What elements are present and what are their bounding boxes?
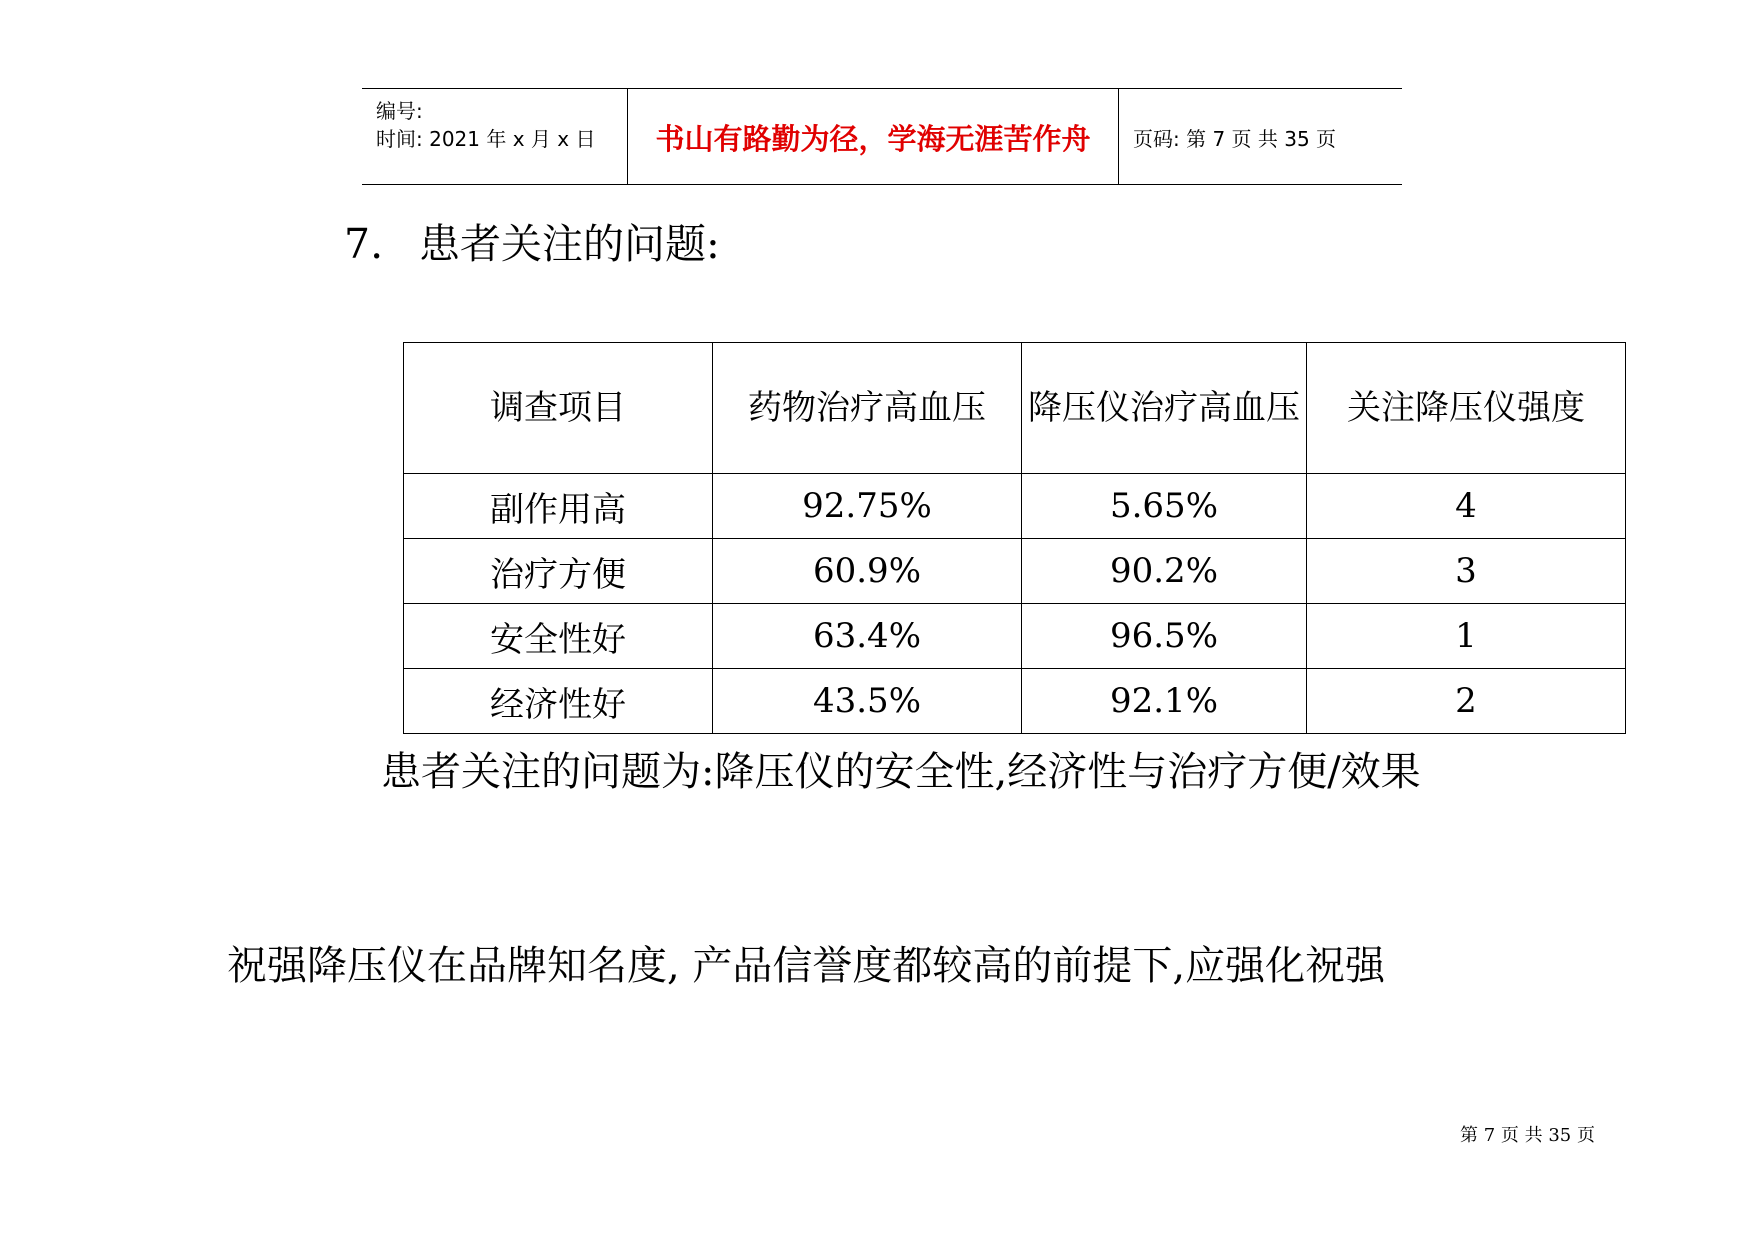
table-header-cell: 关注降压仪强度 [1307,343,1626,474]
table-header-cell: 药物治疗高血压 [713,343,1022,474]
page-footer: 第 7 页 共 35 页 [1460,1125,1595,1146]
table-cell: 副作用高 [404,474,713,539]
table-row [404,539,1626,604]
table-row [404,474,1626,539]
date-label: 时间: 2021 年 x 月 x 日 [376,127,596,151]
motto-text: 书山有路勤为径，学海无涯苦作舟 [655,122,1091,156]
table-cell: 96.5% [1022,604,1307,669]
table-header-cell: 调查项目 [404,343,713,474]
table-header-row [404,343,1626,474]
doc-number-label: 编号: [376,99,423,123]
table-cell: 63.4% [713,604,1022,669]
table-row [404,604,1626,669]
table-cell: 安全性好 [404,604,713,669]
header-motto-cell [628,89,1119,184]
section-heading [344,219,720,269]
table-cell: 3 [1307,539,1626,604]
table-cell: 43.5% [713,669,1022,734]
table-cell: 1 [1307,604,1626,669]
table-cell: 经济性好 [404,669,713,734]
conclusion-text: 患者关注的问题为:降压仪的安全性,经济性与治疗方便/效果 [381,749,1421,795]
table-cell: 2 [1307,669,1626,734]
table-header-cell: 降压仪治疗高血压 [1022,343,1307,474]
table-cell: 90.2% [1022,539,1307,604]
table-cell: 92.1% [1022,669,1307,734]
section-number: 7. [344,220,384,268]
table-cell: 4 [1307,474,1626,539]
header-left-cell [362,89,628,184]
section-title: 患者关注的问题: [419,220,720,268]
body-paragraph: 祝强降压仪在品牌知名度, 产品信誉度都较高的前提下,应强化祝强 [227,943,1386,989]
page-header [362,88,1402,185]
header-page-label: 页码: 第 7 页 共 35 页 [1133,127,1337,151]
survey-table [403,342,1626,734]
table-cell: 治疗方便 [404,539,713,604]
table-cell: 5.65% [1022,474,1307,539]
table-cell: 92.75% [713,474,1022,539]
table-row [404,669,1626,734]
table-cell: 60.9% [713,539,1022,604]
header-right-cell [1119,89,1402,184]
